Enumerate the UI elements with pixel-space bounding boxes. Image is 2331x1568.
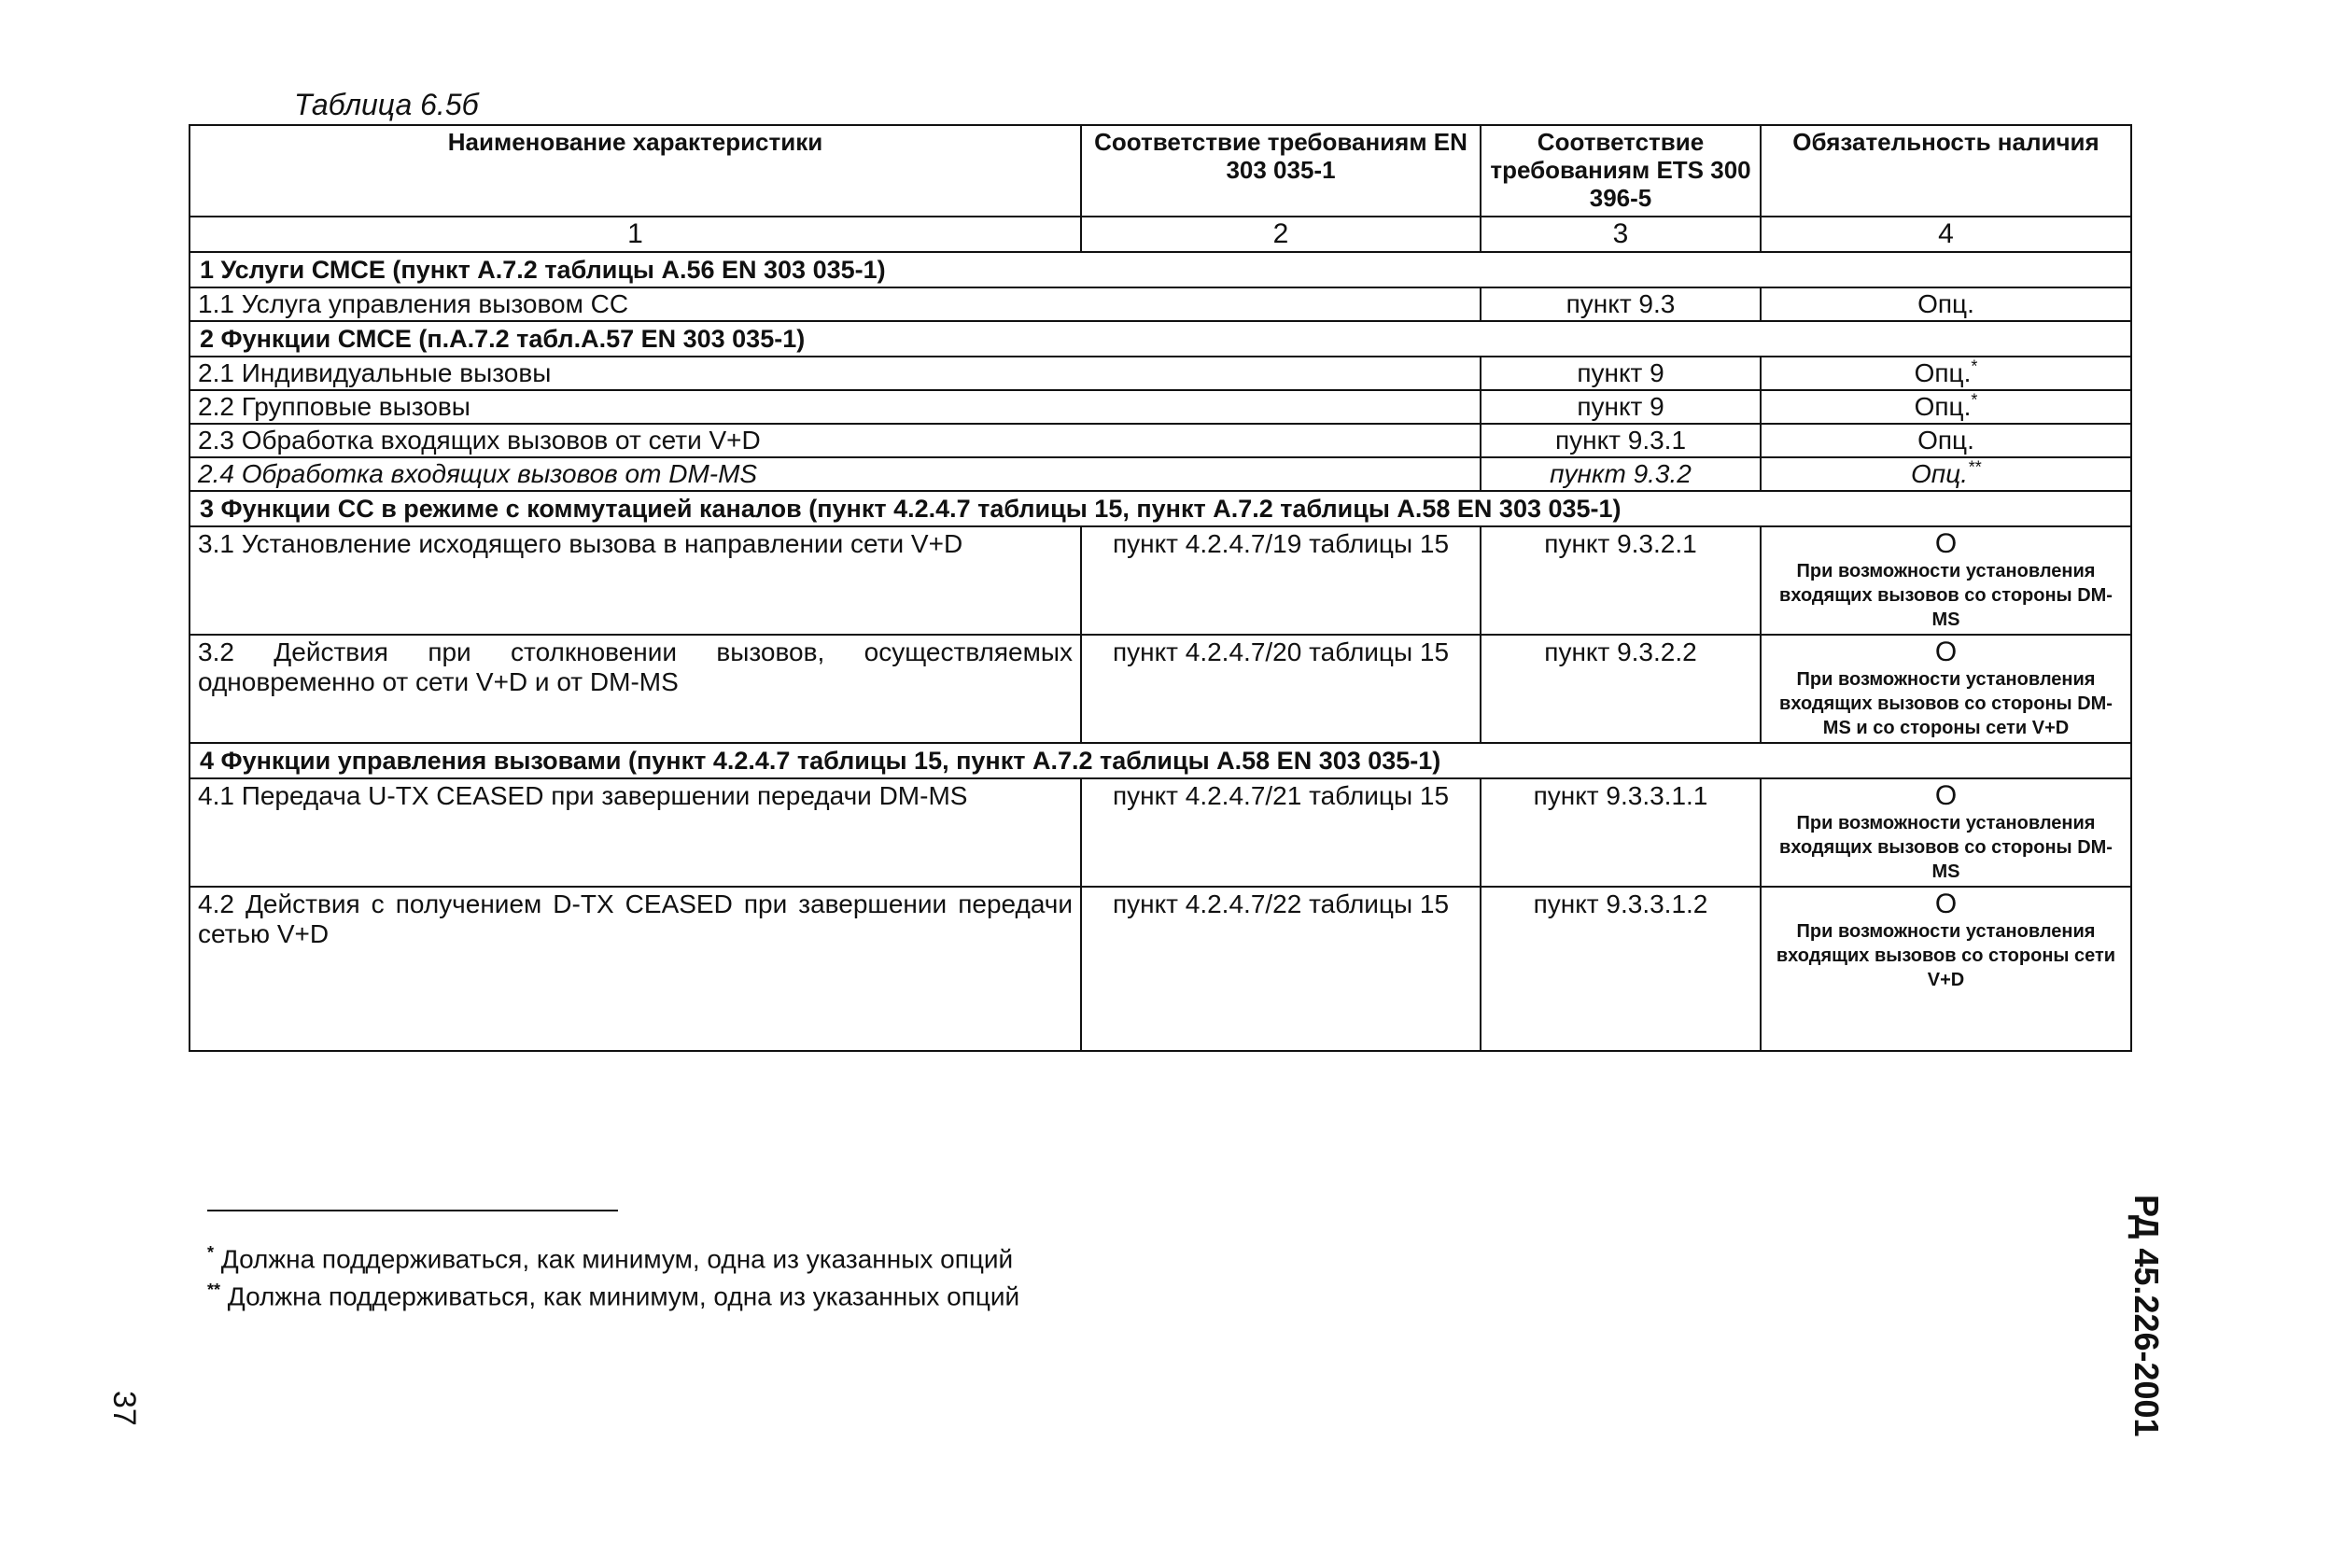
row-en: пункт 4.2.4.7/19 таблицы 15 <box>1081 526 1481 635</box>
row-ets: пункт 9 <box>1481 390 1761 424</box>
row-req-cell <box>1761 357 2131 390</box>
row-req-note: При возможности установления входящих вызовов со стороны DM-MS <box>1779 561 2113 630</box>
header-en-compliance: Соответствие требованиям EN 303 035-1 <box>1081 125 1481 217</box>
column-number-row <box>190 217 2131 252</box>
row-name: 3.1 Установление исходящего вызова в направлении сети V+D <box>190 526 1081 635</box>
row-ets: пункт 9.3.3.1.1 <box>1481 778 1761 887</box>
header-characteristic-name: Наименование характеристики <box>190 125 1081 217</box>
row-req: Опц. <box>1914 392 1972 421</box>
table-row <box>190 778 2131 887</box>
row-ets: пункт 9.3.2 <box>1481 457 1761 491</box>
footnote-mark: ** <box>207 1281 221 1299</box>
table-row <box>190 357 2131 390</box>
row-req: Опц. <box>1761 287 2131 321</box>
table-row <box>190 287 2131 321</box>
section-title: 1 Услуги СМСЕ (пункт А.7.2 таблицы А.56 EN 303 035-1) <box>190 252 2131 287</box>
table-row <box>190 424 2131 457</box>
column-number: 4 <box>1761 217 2131 252</box>
row-name: 4.1 Передача U-TX CEASED при завершении передачи DM-MS <box>190 778 1081 887</box>
row-req: Опц. <box>1911 459 1968 488</box>
header-ets-compliance: Соответствие требованиям ETS 300 396-5 <box>1481 125 1761 217</box>
row-ets: пункт 9.3.2.1 <box>1481 526 1761 635</box>
row-req-cell <box>1761 457 2131 491</box>
row-en: пункт 4.2.4.7/21 таблицы 15 <box>1081 778 1481 887</box>
row-req-cell <box>1761 887 2131 1051</box>
row-req: О <box>1934 780 1958 811</box>
document-code: РД 45.226-2001 <box>2127 1195 2166 1437</box>
footnote-mark: * <box>207 1243 215 1262</box>
footnote <box>207 1243 1013 1274</box>
header-mandatory: Обязательность наличия <box>1761 125 2131 217</box>
row-req-cell <box>1761 635 2131 743</box>
row-ets: пункт 9 <box>1481 357 1761 390</box>
row-req: Опц. <box>1914 358 1972 387</box>
section-row <box>190 252 2131 287</box>
row-req: О <box>1934 637 1958 667</box>
table-header-row <box>190 125 2131 217</box>
footnote-text: Должна поддерживаться, как минимум, одна из указанных опций <box>227 1281 1020 1311</box>
section-row <box>190 491 2131 526</box>
row-ets: пункт 9.3.3.1.2 <box>1481 887 1761 1051</box>
row-name: 2.3 Обработка входящих вызовов от сети V+D <box>190 424 1481 457</box>
row-req-note: При возможности установления входящих вызовов со стороны DM-MS <box>1779 813 2113 882</box>
footnote <box>207 1281 1019 1311</box>
section-row <box>190 321 2131 357</box>
footnote-mark: ** <box>1967 457 1981 477</box>
row-ets: пункт 9.3.2.2 <box>1481 635 1761 743</box>
row-en: пункт 4.2.4.7/20 таблицы 15 <box>1081 635 1481 743</box>
row-req: О <box>1934 889 1958 919</box>
row-ets: пункт 9.3 <box>1481 287 1761 321</box>
column-number: 2 <box>1081 217 1481 252</box>
row-name: 2.1 Индивидуальные вызовы <box>190 357 1481 390</box>
table-row <box>190 635 2131 743</box>
section-row <box>190 743 2131 778</box>
footnote-divider <box>207 1210 618 1211</box>
table-row <box>190 887 2131 1051</box>
row-req-cell <box>1761 390 2131 424</box>
requirements-table <box>189 124 2132 1052</box>
table-row <box>190 457 2131 491</box>
row-req: О <box>1934 528 1958 559</box>
row-req-note: При возможности установления входящих вызовов со стороны DM-MS и со стороны сети V+D <box>1779 669 2113 738</box>
footnote-text: Должна поддерживаться, как минимум, одна из указанных опций <box>220 1244 1014 1274</box>
row-ets: пункт 9.3.1 <box>1481 424 1761 457</box>
column-number: 1 <box>190 217 1081 252</box>
section-title: 4 Функции управления вызовами (пункт 4.2.4.7 таблицы 15, пункт А.7.2 таблицы А.58 EN 303 035-1) <box>190 743 2131 778</box>
row-name: 4.2 Действия с получением D-TX CEASED при завершении передачи сетью V+D <box>190 887 1081 1051</box>
table-row <box>190 526 2131 635</box>
column-number: 3 <box>1481 217 1761 252</box>
row-req: Опц. <box>1761 424 2131 457</box>
row-name: 2.4 Обработка входящих вызовов от DM-MS <box>190 457 1481 491</box>
row-req-cell <box>1761 526 2131 635</box>
footnote-mark: * <box>1971 390 1978 410</box>
section-title: 3 Функции СС в режиме с коммутацией каналов (пункт 4.2.4.7 таблицы 15, пункт А.7.2 таблицы А.58 EN 303 035-1) <box>190 491 2131 526</box>
row-req-cell <box>1761 778 2131 887</box>
page-number: 37 <box>106 1391 142 1426</box>
table-row <box>190 390 2131 424</box>
section-title: 2 Функции СМСЕ (п.А.7.2 табл.А.57 EN 303 035-1) <box>190 321 2131 357</box>
row-name: 2.2 Групповые вызовы <box>190 390 1481 424</box>
row-en: пункт 4.2.4.7/22 таблицы 15 <box>1081 887 1481 1051</box>
row-req-note: При возможности установления входящих вызовов со стороны сети V+D <box>1776 921 2116 990</box>
row-name: 3.2 Действия при столкновении вызовов, осуществляемых одновременно от сети V+D и от DM-MS <box>190 635 1081 743</box>
row-name: 1.1 Услуга управления вызовом СС <box>190 287 1481 321</box>
footnote-mark: * <box>1971 357 1978 376</box>
table-caption: Таблица 6.5б <box>294 88 479 121</box>
